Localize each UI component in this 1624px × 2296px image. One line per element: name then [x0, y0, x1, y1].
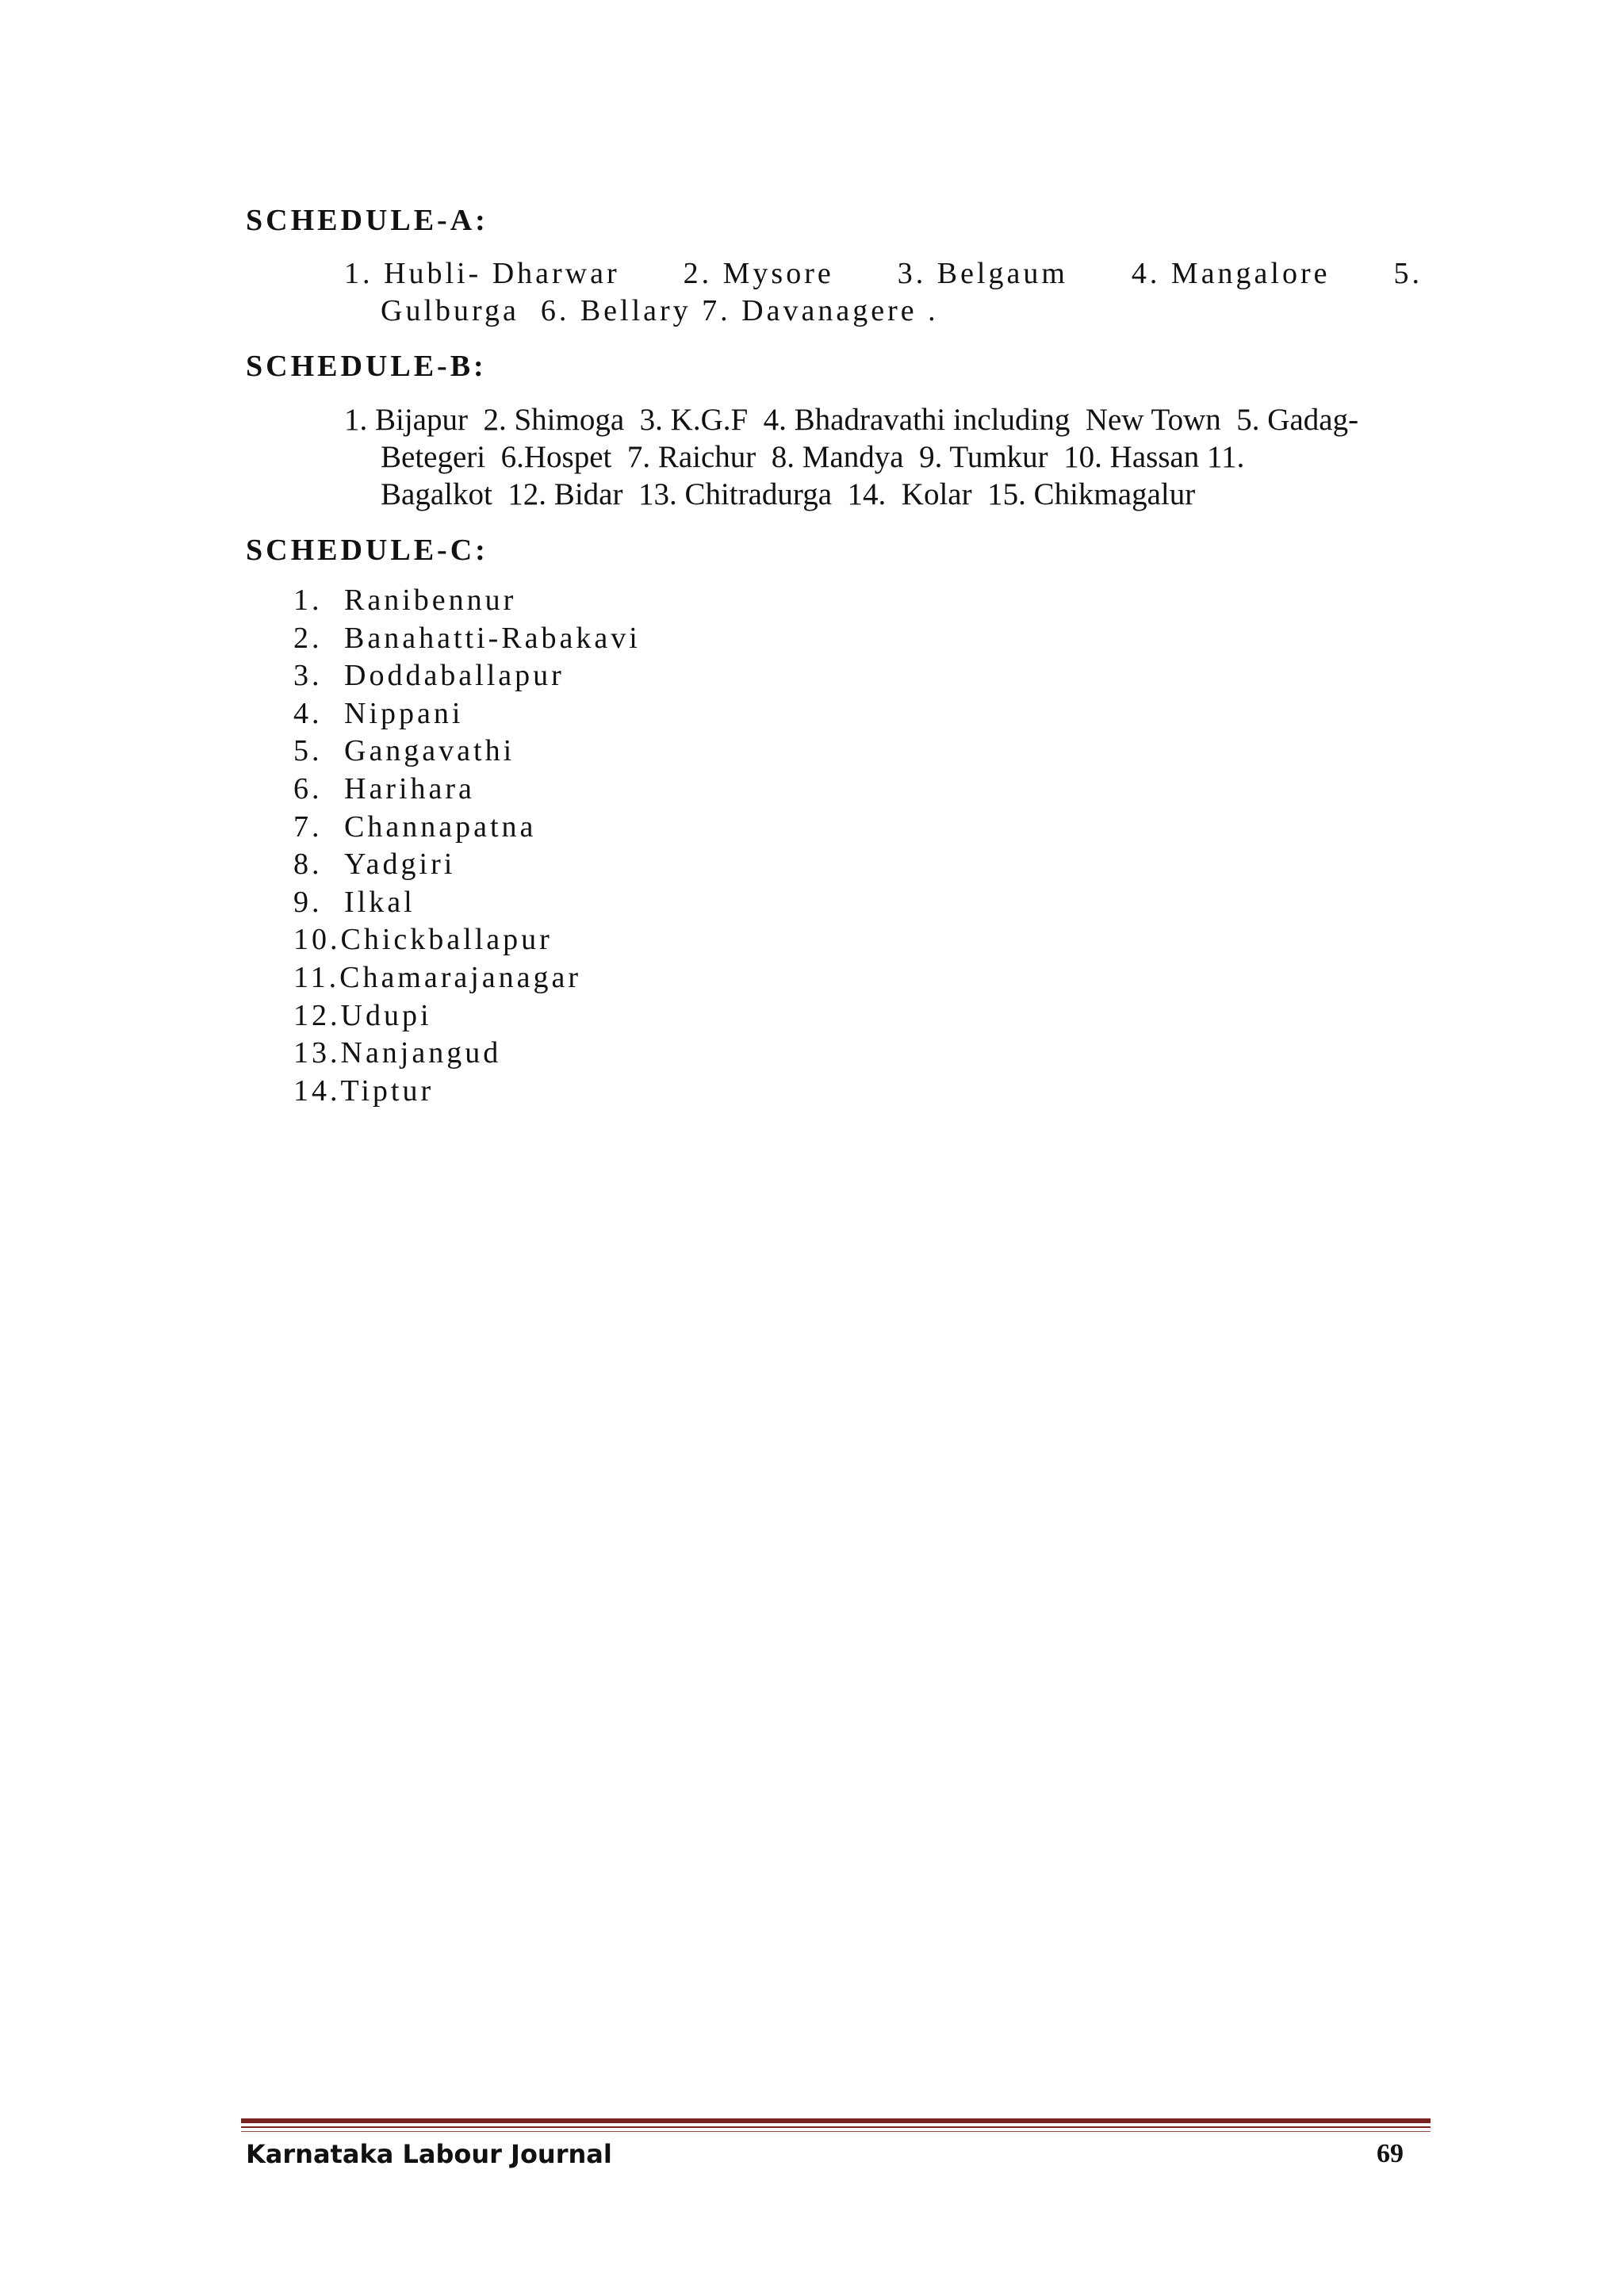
list-item [293, 582, 641, 620]
footer-rule [241, 2126, 1431, 2128]
item-name: Nippani [344, 696, 464, 730]
schedule-a-item: 4. Mangalore [1131, 257, 1331, 290]
item-number: 10. [293, 923, 341, 957]
list-item [293, 921, 641, 959]
item-number: 4. [293, 696, 323, 730]
schedule-a-body [344, 255, 1423, 330]
footer-rule [241, 2131, 1431, 2132]
item-name: Doddaballapur [344, 659, 565, 693]
item-name: Ranibennur [344, 584, 517, 617]
item-number: 3. [293, 659, 323, 693]
item-number: 11. [293, 960, 340, 994]
item-number: 14. [293, 1073, 341, 1108]
list-item [293, 1035, 641, 1073]
schedule-a-item: 1. Hubli- Dharwar [344, 257, 620, 290]
schedule-a-line-2: Gulburga 6. Bellary 7. Davanagere . [381, 294, 939, 327]
item-name: Gangavathi [344, 734, 515, 768]
item-number: 2. [293, 621, 323, 655]
item-name: Tiptur [340, 1073, 435, 1108]
footer-rule [241, 2118, 1431, 2123]
schedule-a-item: 2. Mysore [683, 257, 834, 290]
item-name: Harihara [344, 771, 475, 806]
schedule-b-line-3: Bagalkot 12. Bidar 13. Chitradurga 14. Kolar 15. Chikmagalur [381, 477, 1196, 511]
list-item [293, 657, 641, 695]
schedule-b-heading: SCHEDULE-B: [246, 350, 487, 383]
list-item [293, 695, 641, 733]
schedule-a-line-1 [344, 255, 1423, 293]
item-number: 8. [293, 848, 323, 882]
item-name: Chamarajanagar [339, 960, 582, 994]
list-item [293, 884, 641, 922]
item-number: 1. [293, 584, 323, 617]
item-number: 7. [293, 809, 323, 844]
item-number: 13. [293, 1036, 341, 1070]
list-item [293, 771, 641, 809]
item-name: Banahatti-Rabakavi [344, 621, 641, 655]
schedule-b-line-1: 1. Bijapur 2. Shimoga 3. K.G.F 4. Bhadravathi including New Town 5. Gadag- [344, 403, 1359, 437]
schedule-c-list [293, 582, 641, 1110]
list-item [293, 997, 641, 1035]
item-number: 9. [293, 885, 323, 919]
item-number: 6. [293, 771, 323, 806]
item-name: Nanjangud [340, 1036, 502, 1070]
item-number: 12. [293, 998, 341, 1032]
schedule-a-heading: SCHEDULE-A: [246, 204, 488, 237]
list-item [293, 733, 641, 771]
schedule-c-heading: SCHEDULE-C: [246, 534, 488, 567]
item-name: Yadgiri [344, 848, 456, 882]
list-item [293, 846, 641, 884]
list-item [293, 809, 641, 847]
item-name: Udupi [340, 998, 432, 1032]
item-number: 5. [293, 734, 323, 768]
item-name: Ilkal [344, 885, 416, 919]
schedule-b-body [344, 401, 1423, 513]
item-name: Channapatna [344, 809, 537, 844]
list-item [293, 959, 641, 997]
journal-name: Karnataka Labour Journal [246, 2139, 612, 2169]
schedule-a-item: 3. Belgaum [897, 257, 1068, 290]
list-item [293, 1073, 641, 1111]
page-number: 69 [1377, 2139, 1404, 2168]
schedule-b-line-2: Betegeri 6.Hospet 7. Raichur 8. Mandya 9. Tumkur 10. Hassan 11. [381, 440, 1245, 474]
item-name: Chickballapur [340, 923, 553, 957]
schedule-a-item: 5. [1393, 257, 1423, 290]
list-item [293, 620, 641, 658]
